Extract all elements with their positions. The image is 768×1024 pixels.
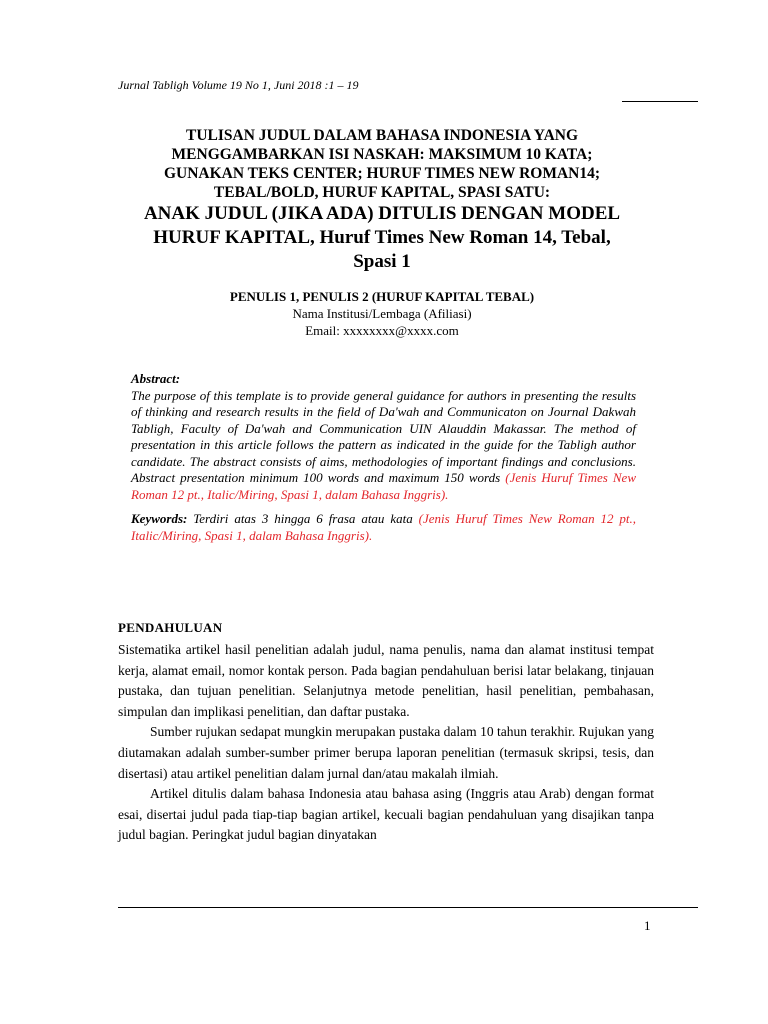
keywords [131,511,636,544]
abstract-format-note: (Jenis Huruf Times New Roman 12 pt., Italic/Miring, Spasi 1, dalam Bahasa Inggris). [131,470,636,502]
body-text [118,640,654,846]
author-email: Email: xxxxxxxx@xxxx.com [305,323,459,338]
title-line: TULISAN JUDUL DALAM BAHASA INDONESIA YANG [185,127,579,144]
page-number: 1 [644,918,651,933]
keywords-text: Terdiri atas 3 hingga 6 frasa atau kata [193,511,413,526]
body-paragraph: Artikel ditulis dalam bahasa Indonesia atau bahasa asing (Inggris atau Arab) dengan format esai, disertai judul pada tiap-tiap bagian artikel, kecuali bagian pendahuluan yang disajikan tanpa judul bagian. Peringkat judul bagian dinyatakan [118,786,654,843]
subtitle-line: Spasi 1 [353,251,411,272]
body-paragraph: Sumber rujukan sedapat mungkin merupakan pustaka dalam 10 tahun terakhir. Rujukan yang diutamakan adalah sumber-sumber primer berupa laporan penelitian (termasuk skripsi, tesis, dan disertasi) atau artikel penelitian dalam jurnal dan/atau makalah ilmiah. [118,724,654,781]
article-title [112,126,652,274]
title-line: MENGGAMBARKAN ISI NASKAH: MAKSIMUM 10 KATA; [171,146,593,163]
abstract-section [131,371,636,544]
title-line: GUNAKAN TEKS CENTER; HURUF TIMES NEW ROMAN14; [163,165,601,182]
abstract-body [131,388,636,504]
subtitle-line: ANAK JUDUL (JIKA ADA) DITULIS DENGAN MODEL [143,203,621,224]
author-institution: Nama Institusi/Lembaga (Afiliasi) [292,306,472,321]
subtitle-line: HURUF KAPITAL, Huruf Times New Roman 14, Tebal, [153,227,611,248]
abstract-text: The purpose of this template is to provide general guidance for authors in presenting the results of thinking and research results in the field of Da'wah and Communicaton on Journal Dakwah Tabligh, Faculty of Da'wah and Communication UIN Alauddin Makassar. The method of presentation in this article follows the pattern as indicated in the guide for the Tabligh author candidate. The abstract consists of aims, methodologies of important findings and conclusions. Abstract presentation minimum 100 words and maximum 150 words [131,387,636,485]
author-names: PENULIS 1, PENULIS 2 (HURUF KAPITAL TEBAL) [229,289,535,304]
header-rule [622,101,698,102]
author-info [112,288,652,339]
footer-rule [118,907,698,908]
keywords-format-note: (Jenis Huruf Times New Roman 12 pt., Italic/Miring, Spasi 1, dalam Bahasa Inggris). [131,511,637,543]
body-paragraph: Sistematika artikel hasil penelitian adalah judul, nama penulis, nama dan alamat institusi tempat kerja, alamat email, nomor kontak person. Pada bagian pendahuluan berisi latar belakang, tinjauan pustaka, dan tujuan penelitian. Selanjutnya metode penelitian, hasil penelitian, pembahasan, simpulan dan implikasi penelitian, dan daftar pustaka. [118,642,654,719]
section-heading: PENDAHULUAN [118,620,223,635]
journal-header: Jurnal Tabligh Volume 19 No 1, Juni 2018 :1 – 19 [118,78,359,92]
abstract-label: Abstract: [131,371,181,386]
title-line: TEBAL/BOLD, HURUF KAPITAL, SPASI SATU: [213,184,551,201]
keywords-label: Keywords: [131,511,188,526]
